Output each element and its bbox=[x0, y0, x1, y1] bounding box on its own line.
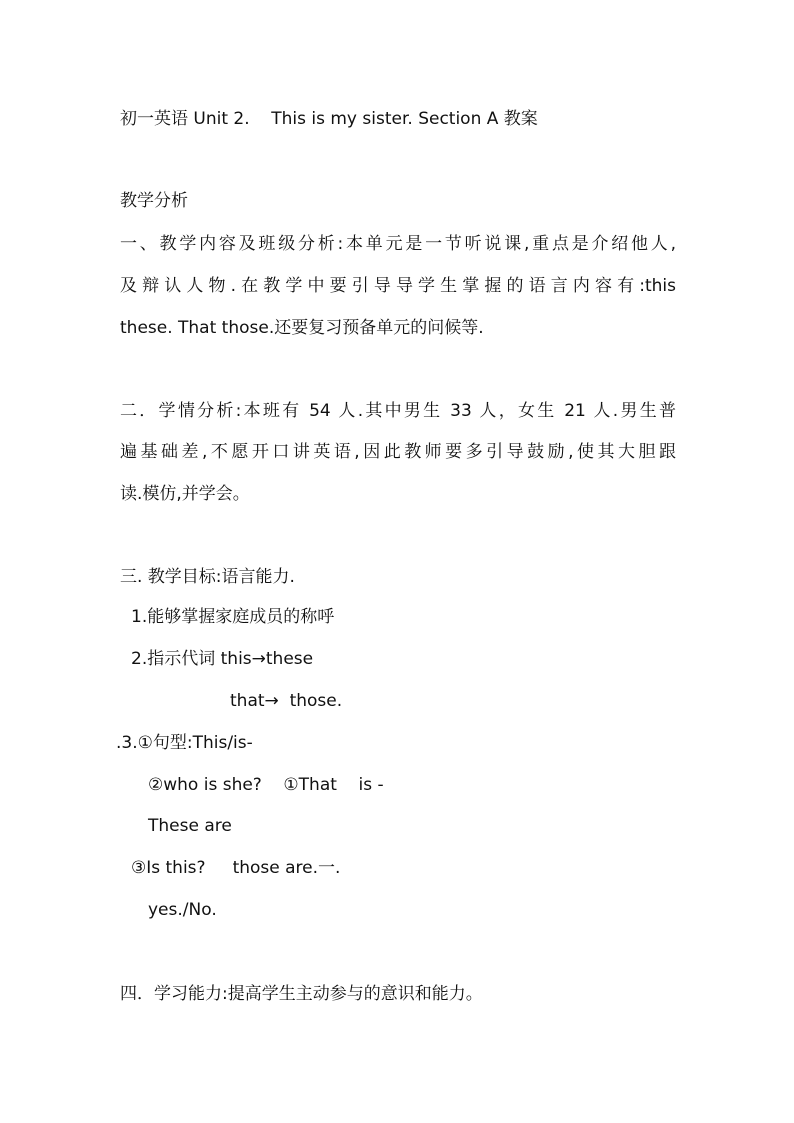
list-item: .3.①句型:This/is- bbox=[116, 733, 253, 753]
list-item: ③Is this? those are.一. bbox=[131, 858, 341, 878]
paragraph-line: 遍基础差,不愿开口讲英语,因此教师要多引导鼓励,使其大胆跟 bbox=[120, 442, 676, 462]
list-item: ②who is she? ①That is - bbox=[148, 775, 384, 795]
paragraph-line: 二．学情分析:本班有 54 人.其中男生 33 人，女生 21 人.男生普 bbox=[120, 401, 676, 421]
list-item: yes./No. bbox=[148, 900, 217, 920]
paragraph-line: 四．学习能力:提高学生主动参与的意识和能力。 bbox=[120, 984, 483, 1004]
paragraph-line: these. That those.还要复习预备单元的问候等. bbox=[120, 318, 484, 338]
paragraph-line: 及辩认人物.在教学中要引导导学生掌握的语言内容有:this bbox=[120, 276, 676, 296]
list-item: that→ those. bbox=[230, 691, 343, 711]
section-heading: 三. 教学目标:语言能力. bbox=[120, 567, 295, 587]
section-heading: 教学分析 bbox=[120, 191, 188, 211]
list-item: 1.能够掌握家庭成员的称呼 bbox=[131, 607, 335, 627]
document-title: 初一英语 Unit 2. This is my sister. Section A 教案 bbox=[120, 109, 538, 129]
paragraph-line: 一、教学内容及班级分析:本单元是一节听说课,重点是介绍他人, bbox=[120, 234, 676, 254]
list-item: 2.指示代词 this→these bbox=[131, 649, 314, 669]
list-item: These are bbox=[148, 816, 232, 836]
paragraph-line: 读.模仿,并学会。 bbox=[120, 484, 250, 504]
